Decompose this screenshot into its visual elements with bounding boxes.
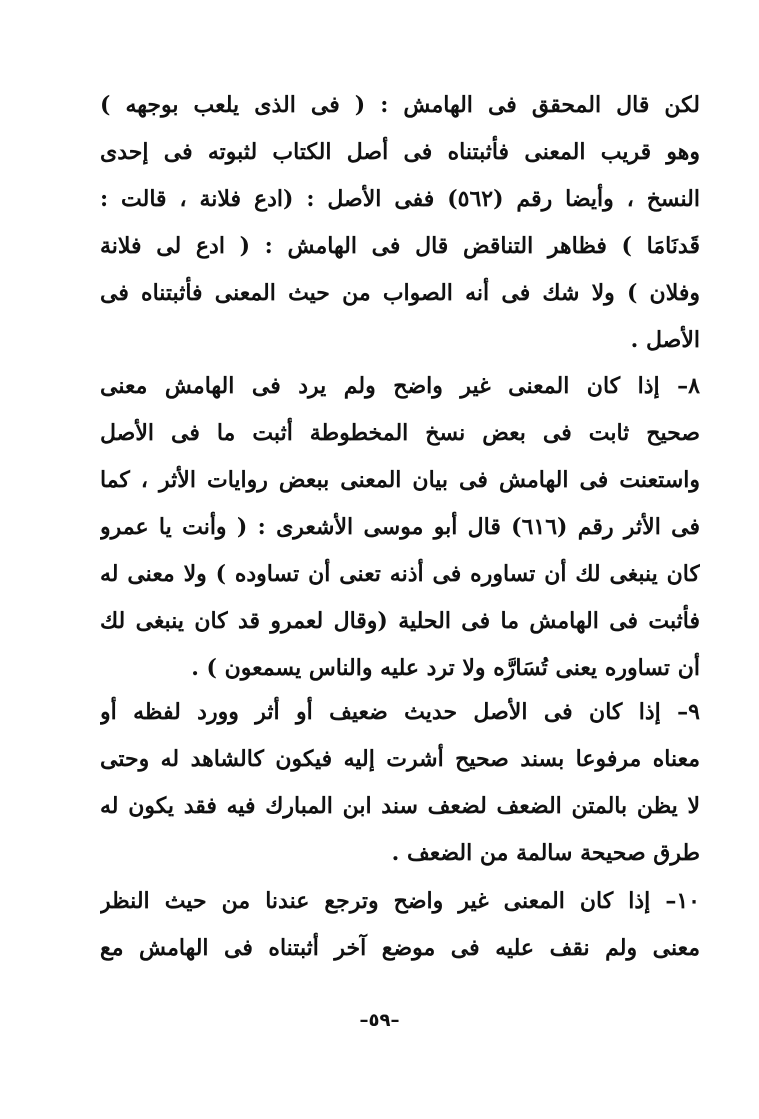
- text-line: لكن قال المحقق فى الهامش : ( فى الذى يلعب بوجهه ): [100, 92, 700, 118]
- paragraph-item-10: [100, 878, 700, 972]
- text-line: أن تساوره يعنى تُسَارَّه ولا ترد عليه والناس يسمعون ) .: [191, 655, 700, 681]
- text-line: وفلان ) ولا شك فى أنه الصواب من حيث المعنى فأثبتناه فى: [100, 280, 700, 306]
- text-line: معناه مرفوعا بسند صحيح أشرت إليه فيكون كالشاهد له وحتى: [100, 746, 700, 772]
- text-line: فأثبت فى الهامش ما فى الحلية (وقال لعمرو قد كان ينبغى لك: [100, 608, 700, 634]
- text-line: فى الأثر رقم (٦١٦) قال أبو موسى الأشعرى : ( وأنت يا عمرو: [100, 514, 700, 540]
- text-line: صحيح ثابت فى بعض نسخ المخطوطة أثبت ما فى الأصل: [100, 420, 700, 446]
- paragraph-intro: [100, 82, 700, 364]
- paragraph-item-9: [100, 689, 700, 877]
- text-line: لا يظن بالمتن الضعف لضعف سند ابن المبارك فيه فقد يكون له: [100, 793, 700, 819]
- text-line: واستعنت فى الهامش فى بيان المعنى ببعض روايات الأثر ، كما: [100, 467, 700, 493]
- text-line: ٨– إذا كان المعنى غير واضح ولم يرد فى الهامش معنى: [100, 373, 700, 399]
- text-line: طرق صحيحة سالمة من الضعف .: [391, 840, 700, 866]
- text-line: النسخ ، وأيضا رقم (٥٦٢) ففى الأصل : (ادع فلانة ، قالت :: [100, 186, 700, 212]
- text-line: كان ينبغى لك أن تساوره فى أذنه تعنى أن تساوده ) ولا معنى له: [100, 561, 700, 587]
- text-line: قَدنَامَا ) فظاهر التناقض قال فى الهامش : ( ادع لى فلانة: [100, 233, 700, 259]
- paragraph-item-8: [100, 363, 700, 692]
- text-line: ١٠– إذا كان المعنى غير واضح وترجع عندنا من حيث النظر: [100, 888, 700, 914]
- page-number: –٥٩–: [359, 1010, 400, 1031]
- text-line: معنى ولم نقف عليه فى موضع آخر أثبتناه فى الهامش مع: [100, 935, 700, 961]
- text-line: ٩– إذا كان فى الأصل حديث ضعيف أو أثر وورد لفظه أو: [100, 699, 700, 725]
- text-line: الأصل .: [630, 327, 700, 353]
- text-line: وهو قريب المعنى فأثبتناه فى أصل الكتاب لثبوته فى إحدى: [100, 139, 700, 165]
